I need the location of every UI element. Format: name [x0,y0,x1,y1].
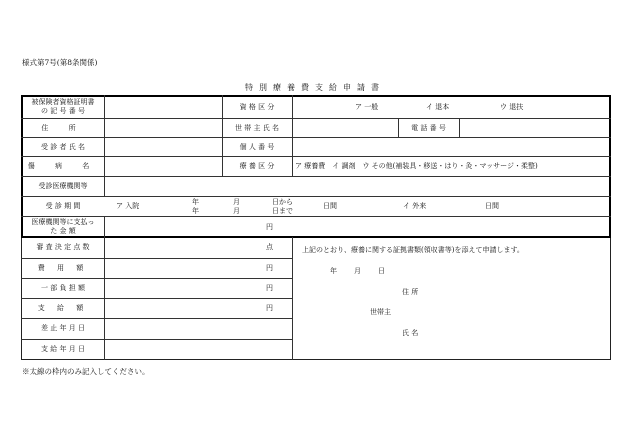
label-head-name: 世 帯 主 氏 名 [235,124,279,132]
head-name-field[interactable] [293,119,397,136]
label-personal-number: 個 人 番 号 [239,143,275,151]
declaration-year: 年 [330,267,337,275]
period-inpatient-days: 日間 [323,202,337,210]
declaration-name: 氏 名 [402,329,419,337]
label-deduction-date: 差 止 年 月 日 [41,324,85,332]
patient-name-field[interactable] [105,138,221,155]
phone-field[interactable] [460,119,610,136]
label-insured-cert-2: の 記 号 番 号 [41,107,85,115]
points-unit: 点 [266,243,273,251]
paid-amount-field[interactable] [105,217,291,237]
declaration-head: 世帯主 [370,308,391,316]
period-from-day: 日から [272,198,293,206]
eligibility-option-dependent[interactable]: ウ 退扶 [500,103,524,111]
paid-yen-unit: 円 [266,223,273,231]
period-to-month: 月 [233,207,240,215]
declaration-day: 日 [378,267,385,275]
period-from-month: 月 [233,198,240,206]
label-clinic: 受診医療機関等 [38,182,88,190]
cost-yen-unit: 円 [266,264,273,272]
payment-yen-unit: 円 [266,304,273,312]
personal-number-field[interactable] [293,138,610,155]
label-phone: 電 話 番 号 [411,124,446,132]
period-inpatient[interactable]: ア 入院 [116,202,140,210]
label-copay: 一 部 負 担 額 [41,284,85,292]
label-eligibility: 資 格 区 分 [239,103,275,111]
label-disease: 傷 病 名 [27,162,99,170]
label-payment-date: 支 給 年 月 日 [41,345,85,353]
label-address: 住 所 [41,124,85,132]
form-number: 様式第7号(第8条関係) [22,58,98,67]
treatment-options[interactable]: ア 療養費 イ 調剤 ウ その他(補装具・移送・はり・灸・マッサージ・柔整) [295,162,538,170]
form-title: 特別療養費支給申請書 [245,83,385,92]
period-to-day: 日まで [272,207,293,215]
footnote: ※太線の枠内のみ記入してください。 [22,367,150,376]
label-cost: 費 用 額 [37,264,89,272]
declaration-month: 月 [354,267,361,275]
label-insured-cert-1: 被保険者資格証明書 [31,98,95,106]
clinic-field[interactable] [105,177,610,195]
label-paid-1: 医療機関等に支払っ [31,218,95,226]
period-outpatient[interactable]: イ 外来 [403,202,427,210]
period-outpatient-days: 日間 [485,202,499,210]
label-review-points: 審 査 決 定 点 数 [36,243,90,251]
label-treatment-type: 療 養 区 分 [239,162,275,170]
label-patient-name: 受 診 者 氏 名 [41,143,85,151]
eligibility-option-retired[interactable]: イ 退本 [426,103,450,111]
address-field[interactable] [105,119,221,136]
declaration-text: 上記のとおり、療養に関する証拠書類(領収書等)を添えて申請します。 [302,246,524,254]
label-payment: 支 給 額 [37,304,89,312]
eligibility-option-general[interactable]: ア 一般 [355,103,379,111]
declaration-address: 住 所 [402,288,419,296]
disease-field[interactable] [105,157,221,175]
insured-cert-number-field[interactable] [105,96,221,117]
label-paid-2: た 金 額 [50,227,76,235]
period-from-year: 年 [192,198,199,206]
copay-yen-unit: 円 [266,284,273,292]
period-to-year: 年 [192,207,199,215]
label-period: 受 診 期 間 [45,202,81,210]
